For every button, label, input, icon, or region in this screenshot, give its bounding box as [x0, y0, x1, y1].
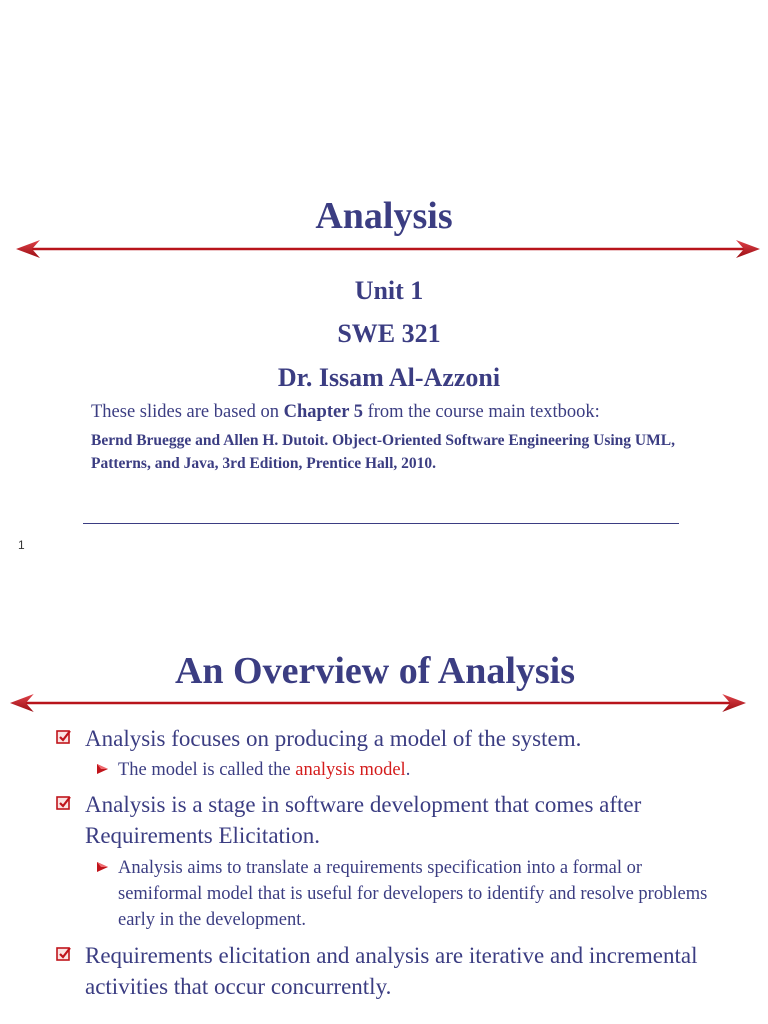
overview-slide	[0, 600, 768, 1024]
sub-bullet-prefix: The model is called the	[118, 760, 296, 780]
double-arrow-divider-icon	[10, 692, 746, 714]
bullet-item: Analysis focuses on producing a model of the system.	[85, 726, 582, 751]
source-note-prefix: These slides are based on	[91, 402, 284, 422]
bullet-item: Requirements elicitation and analysis are iterative and incremental activities that occur concurrently.	[85, 943, 698, 999]
source-note-suffix: from the course main textbook:	[362, 402, 600, 422]
course-code: SWE 321	[337, 319, 441, 348]
author-name: Dr. Issam Al-Azzoni	[277, 363, 501, 392]
checkbox-icon	[56, 946, 72, 962]
triangle-bullet-icon	[95, 762, 109, 776]
page-number: 1	[18, 538, 25, 552]
unit-label: Unit 1	[354, 276, 424, 305]
sub-bullet-item: Analysis aims to translate a requirements specification into a formal or semiformal model that is useful for developers to identify and resolve problems early in the development.	[118, 858, 708, 930]
slide-title: An Overview of Analysis	[174, 650, 576, 692]
checkbox-icon	[56, 729, 72, 745]
textbook-reference: Bernd Bruegge and Allen H. Dutoit. Object-Oriented Software Engineering Using UML, Patterns, and Java, 3rd Edition, Prentice Hall, 2010.	[91, 432, 675, 472]
sub-bullet-suffix: .	[405, 760, 411, 780]
triangle-bullet-icon	[95, 860, 109, 874]
slide-title: Analysis	[315, 195, 453, 237]
source-chapter: Chapter 5	[283, 402, 363, 422]
highlighted-term: analysis model	[295, 760, 406, 780]
divider-line	[83, 523, 679, 524]
bullet-item: Analysis is a stage in software development that comes after Requirements Elicitation.	[85, 792, 642, 848]
sub-bullet-item	[118, 757, 718, 783]
double-arrow-divider-icon	[16, 238, 760, 260]
checkbox-icon	[56, 795, 72, 811]
source-note	[91, 402, 731, 423]
